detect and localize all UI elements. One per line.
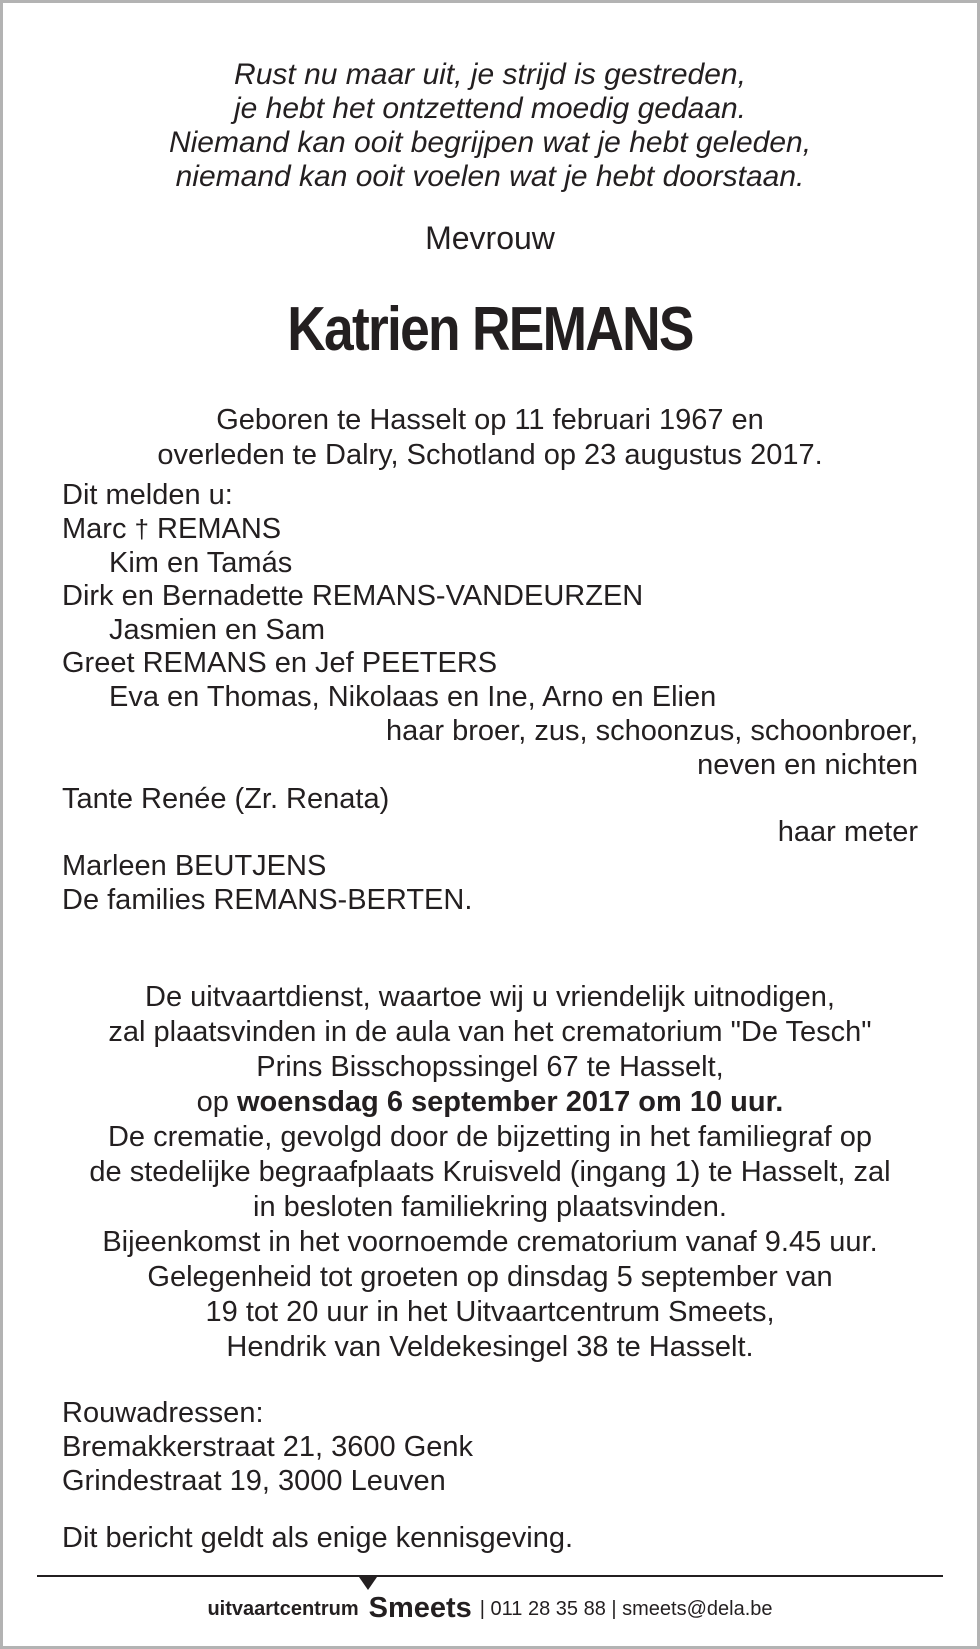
service-date: woensdag 6 september 2017 om 10 uur. <box>236 1086 784 1118</box>
poem <box>3 58 977 194</box>
family-greet: Greet REMANS en Jef PEETERS <box>62 647 498 679</box>
death-line: overleden te Dalry, Schotland op 23 augustus 2017. <box>157 439 823 471</box>
birth-line: Geboren te Hasselt op 11 februari 1967 en <box>216 404 764 436</box>
family-relation-2: neven en nichten <box>697 749 918 781</box>
family-marc <box>62 512 281 547</box>
family-marc-first: Marc <box>62 513 127 545</box>
family-marleen: Marleen BEUTJENS <box>62 850 327 882</box>
family-dirk: Dirk en Bernadette REMANS-VANDEURZEN <box>62 580 644 612</box>
footer-divider <box>37 1575 943 1577</box>
family-families: De families REMANS-BERTEN. <box>62 884 473 916</box>
family-meter: haar meter <box>777 816 918 848</box>
footer-contact: | 011 28 35 88 | smeets@dela.be <box>479 1598 773 1620</box>
poem-line: Niemand kan ooit begrijpen wat je hebt geleden, <box>168 126 812 159</box>
family-intro: Dit melden u: <box>62 479 233 511</box>
service-line: Hendrik van Veldekesingel 38 te Hasselt. <box>226 1331 754 1363</box>
footer-brand: Smeets <box>368 1592 472 1624</box>
service-line: Bijeenkomst in het voornoemde crematorium vanaf 9.45 uur. <box>102 1226 878 1258</box>
title-prefix: Mevrouw <box>425 220 555 256</box>
family-eva: Eva en Thomas, Nikolaas en Ine, Arno en Elien <box>109 681 717 713</box>
service-line: Gelegenheid tot groeten op dinsdag 5 september van <box>147 1261 833 1293</box>
address-genk: Bremakkerstraat 21, 3600 Genk <box>62 1431 474 1463</box>
service-details <box>3 980 977 1365</box>
footer-prefix: uitvaartcentrum <box>207 1598 359 1620</box>
footer <box>3 1593 977 1624</box>
deceased-name: Katrien REMANS <box>287 295 693 364</box>
service-line: zal plaatsvinden in de aula van het crematorium "De Tesch" <box>108 1016 872 1048</box>
family-kim: Kim en Tamás <box>109 547 293 579</box>
service-line: in besloten familiekring plaatsvinden. <box>253 1191 727 1223</box>
address-leuven: Grindestraat 19, 3000 Leuven <box>62 1465 446 1497</box>
service-line: De crematie, gevolgd door de bijzetting in het familiegraf op <box>107 1121 873 1153</box>
poem-line: Rust nu maar uit, je strijd is gestreden, <box>234 58 746 91</box>
family-marc-last: REMANS <box>157 513 282 545</box>
notice-text: Dit bericht geldt als enige kennisgeving. <box>62 1522 574 1554</box>
service-line: 19 tot 20 uur in het Uitvaartcentrum Smeets, <box>205 1296 775 1328</box>
service-date-line <box>3 1085 977 1120</box>
service-line: De uitvaartdienst, waartoe wij u vriendelijk uitnodigen, <box>145 981 835 1013</box>
service-line: de stedelijke begraafplaats Kruisveld (ingang 1) te Hasselt, zal <box>89 1156 891 1188</box>
cross-icon: † <box>134 514 149 544</box>
family-jasmien: Jasmien en Sam <box>109 614 325 646</box>
family-relation-1: haar broer, zus, schoonzus, schoonbroer, <box>386 715 918 747</box>
birth-death-details <box>3 403 977 473</box>
poem-line: je hebt het ontzettend moedig gedaan. <box>233 92 747 125</box>
service-line: Prins Bisschopssingel 67 te Hasselt, <box>256 1051 724 1083</box>
triangle-marker-icon <box>359 1577 377 1590</box>
service-date-prefix: op <box>196 1086 229 1118</box>
family-tante: Tante Renée (Zr. Renata) <box>62 783 390 815</box>
poem-line: niemand kan ooit voelen wat je hebt doorstaan. <box>175 160 805 193</box>
addresses-heading: Rouwadressen: <box>62 1397 264 1429</box>
